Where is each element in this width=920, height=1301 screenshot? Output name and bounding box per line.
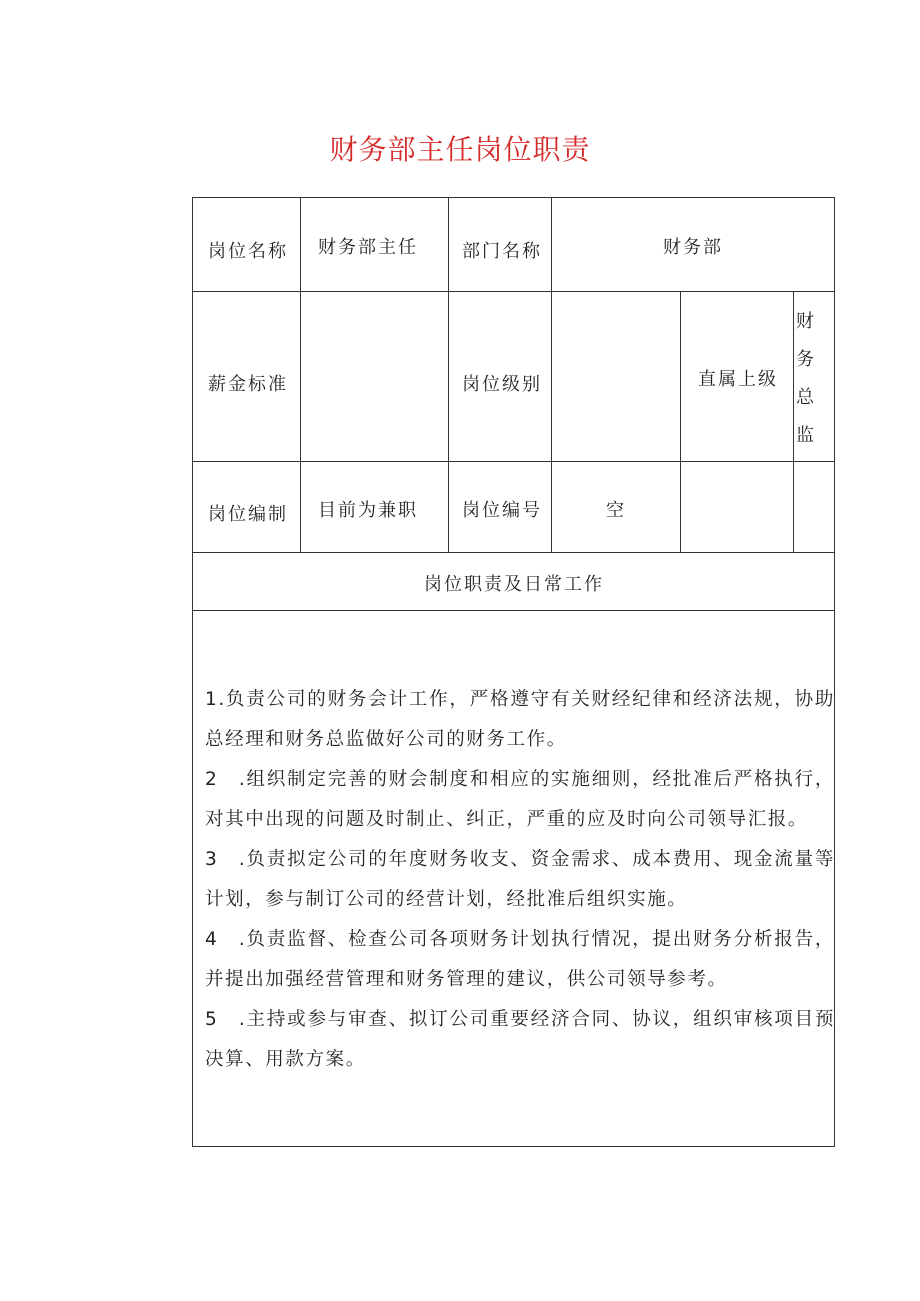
label-position-name: 岗位名称 (208, 241, 288, 262)
duty-item-4: 4 .负责监督、检查公司各项财务计划执行情况，提出财务分析报告，并提出加强经营管理和财务管理的建议，供公司领导参考。 (205, 929, 835, 990)
table-rule-row1 (192, 291, 835, 292)
value-position-name: 财务部主任 (318, 237, 418, 258)
value-position-number: 空 (606, 500, 626, 521)
table-border-bottom (192, 1146, 835, 1147)
value-department-name: 财务部 (663, 237, 723, 258)
table-col-rule-4 (680, 291, 681, 553)
value-direct-supervisor: 财务总监 (796, 311, 814, 446)
table-rule-header (192, 610, 835, 611)
table-rule-row3 (192, 552, 835, 553)
label-headcount: 岗位编制 (208, 504, 288, 525)
label-direct-supervisor: 直属上级 (698, 369, 778, 390)
label-salary-standard: 薪金标准 (208, 374, 288, 395)
table-rule-row2 (192, 461, 835, 462)
label-position-level: 岗位级别 (462, 374, 542, 395)
duties-list (205, 680, 835, 1080)
page-title: 财务部主任岗位职责 (329, 133, 591, 166)
table-col-rule-3 (551, 197, 552, 553)
table-col-rule-2 (448, 197, 449, 553)
section-header: 岗位职责及日常工作 (424, 574, 604, 595)
table-col-rule-1 (300, 197, 301, 553)
duty-item-1: 1.负责公司的财务会计工作，严格遵守有关财经纪律和经济法规，协助总经理和财务总监做好公司的财务工作。 (205, 689, 835, 750)
table-border-top (192, 197, 835, 198)
table-border-left (192, 197, 193, 1147)
duty-item-5: 5 .主持或参与审查、拟订公司重要经济合同、协议，组织审核项目预决算、用款方案。 (205, 1009, 835, 1070)
label-position-number: 岗位编号 (462, 500, 542, 521)
duty-item-2: 2 .组织制定完善的财会制度和相应的实施细则，经批准后严格执行，对其中出现的问题及时制止、纠正，严重的应及时向公司领导汇报。 (205, 769, 835, 830)
label-department-name: 部门名称 (462, 241, 542, 262)
duty-item-3: 3 .负责拟定公司的年度财务收支、资金需求、成本费用、现金流量等计划，参与制订公司的经营计划，经批准后组织实施。 (205, 849, 835, 910)
value-headcount: 目前为兼职 (318, 500, 418, 521)
